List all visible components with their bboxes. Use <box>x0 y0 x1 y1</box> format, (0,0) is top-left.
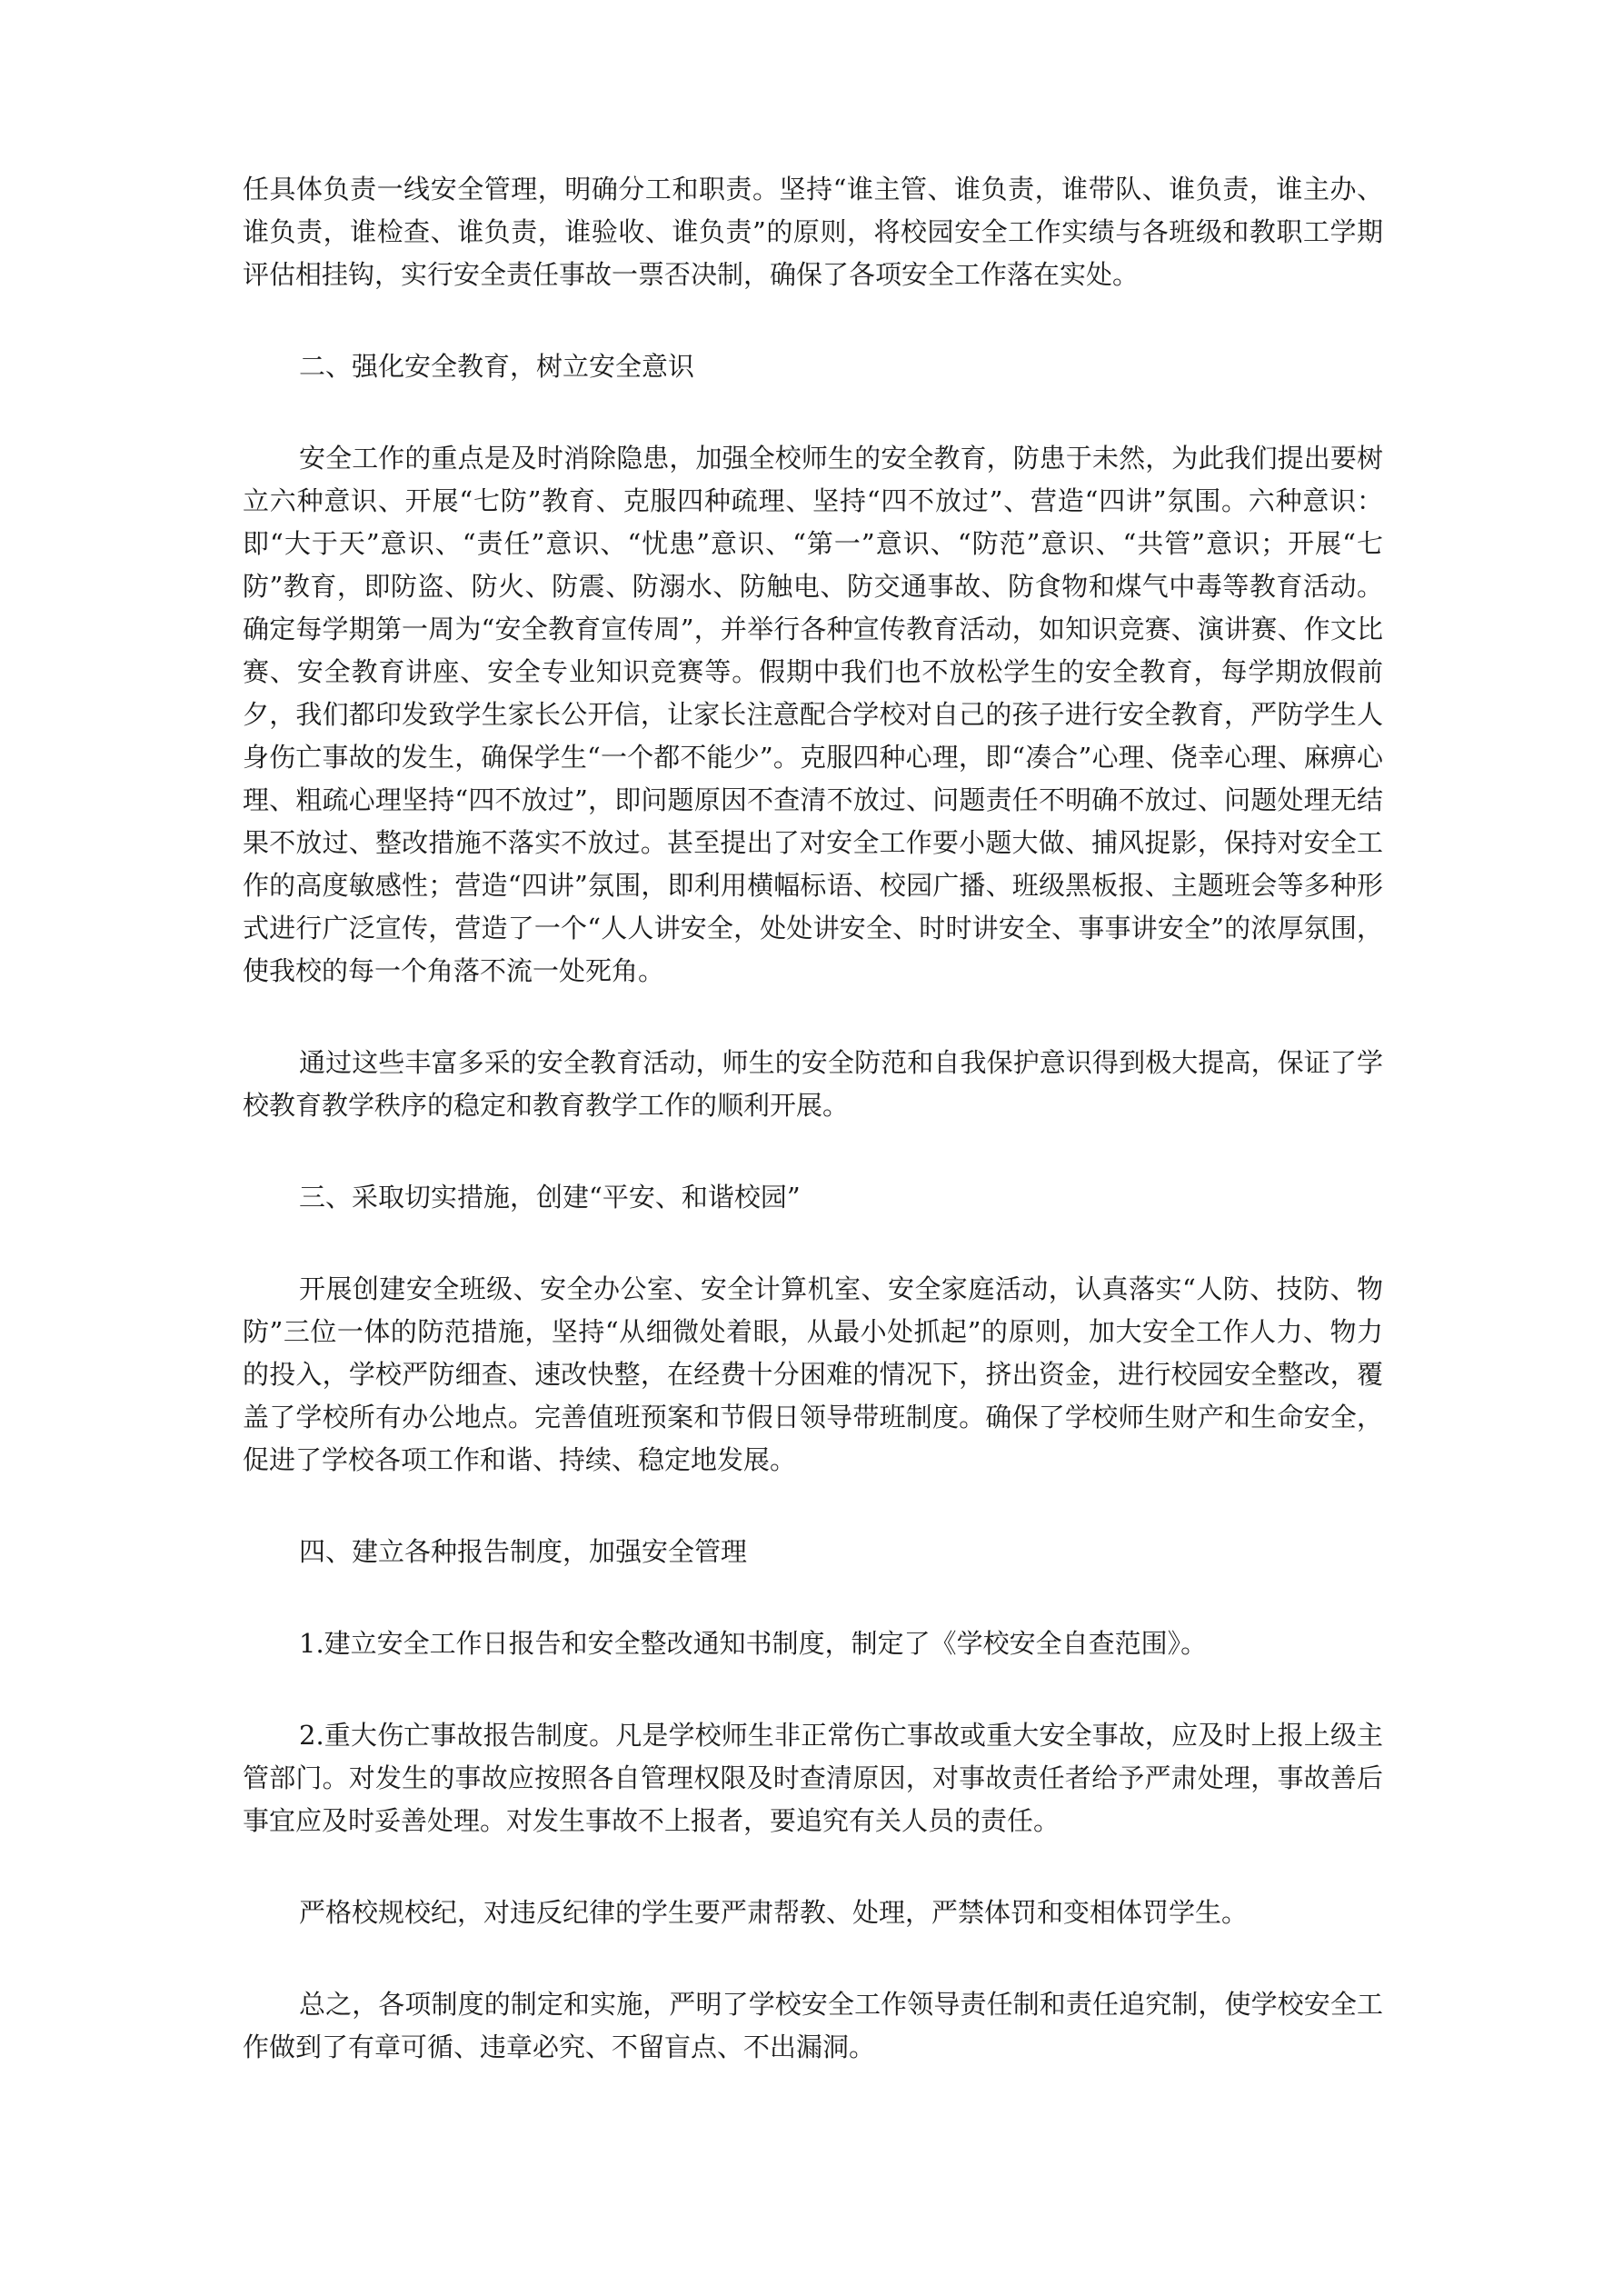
body-paragraph: 总之，各项制度的制定和实施，严明了学校安全工作领导责任制和责任追究制，使学校安全工作做到了有章可循、违章必究、不留盲点、不出漏洞。 <box>243 1989 1383 2062</box>
section-heading: 二、强化安全教育，树立安全意识 <box>299 351 695 382</box>
body-paragraph: 开展创建安全班级、安全办公室、安全计算机室、安全家庭活动，认真落实“人防、技防、物防”三位一体的防范措施，坚持“从细微处着眼，从最小处抓起”的原则，加大安全工作人力、物力的投入，学校严防细查、速改快整，在经费十分困难的情况下，挤出资金，进行校园安全整改，覆盖了学校所有办公地点。完善值班预案和节假日领导带班制度。确保了学校师生财产和生命安全，促进了学校各项工作和谐、持续、稳定地发展。 <box>243 1273 1383 1475</box>
body-paragraph: 通过这些丰富多采的安全教育活动，师生的安全防范和自我保护意识得到极大提高，保证了学校教育教学秩序的稳定和教育教学工作的顺利开展。 <box>243 1047 1383 1121</box>
document-page <box>243 168 1383 2118</box>
body-paragraph: 2.重大伤亡事故报告制度。凡是学校师生非正常伤亡事故或重大安全事故，应及时上报上级主管部门。对发生的事故应按照各自管理权限及时查清原因，对事故责任者给予严肃处理，事故善后事宜应及时妥善处理。对发生事故不上报者，要追究有关人员的责任。 <box>243 1720 1383 1836</box>
section-heading: 四、建立各种报告制度，加强安全管理 <box>299 1536 748 1567</box>
body-paragraph: 安全工作的重点是及时消除隐患，加强全校师生的安全教育，防患于未然，为此我们提出要树立六种意识、开展“七防”教育、克服四种疏理、坚持“四不放过”、营造“四讲”氛围。六种意识：即“大于天”意识、“责任”意识、“忧患”意识、“第一”意识、“防范”意识、“共管”意识；开展“七防”教育，即防盗、防火、防震、防溺水、防触电、防交通事故、防食物和煤气中毒等教育活动。确定每学期第一周为“安全教育宣传周”，并举行各种宣传教育活动，如知识竞赛、演讲赛、作文比赛、安全教育讲座、安全专业知识竞赛等。假期中我们也不放松学生的安全教育，每学期放假前夕，我们都印发致学生家长公开信，让家长注意配合学校对自己的孩子进行安全教育，严防学生人身伤亡事故的发生，确保学生“一个都不能少”。克服四种心理，即“凑合”心理、侥幸心理、麻痹心理、粗疏心理坚持“四不放过”，即问题原因不查清不放过、问题责任不明确不放过、问题处理无结果不放过、整改措施不落实不放过。甚至提出了对安全工作要小题大做、捕风捉影，保持对安全工作的高度敏感性；营造“四讲”氛围，即利用横幅标语、校园广播、班级黑板报、主题班会等多种形式进行广泛宣传，营造了一个“人人讲安全，处处讲安全、时时讲安全、事事讲安全”的浓厚氛围，使我校的每一个角落不流一处死角。 <box>243 443 1383 986</box>
body-paragraph: 任具体负责一线安全管理，明确分工和职责。坚持“谁主管、谁负责，谁带队、谁负责，谁主办、谁负责，谁检查、谁负责，谁验收、谁负责”的原则，将校园安全工作实绩与各班级和教职工学期评估相挂钩，实行安全责任事故一票否决制，确保了各项安全工作落在实处。 <box>243 174 1383 290</box>
body-paragraph: 严格校规校纪，对违反纪律的学生要严肃帮教、处理，严禁体罚和变相体罚学生。 <box>299 1897 1249 1928</box>
body-paragraph: 1.建立安全工作日报告和安全整改通知书制度，制定了《学校安全自查范围》。 <box>299 1628 1208 1659</box>
section-heading: 三、采取切实措施，创建“平安、和谐校园” <box>299 1182 801 1213</box>
